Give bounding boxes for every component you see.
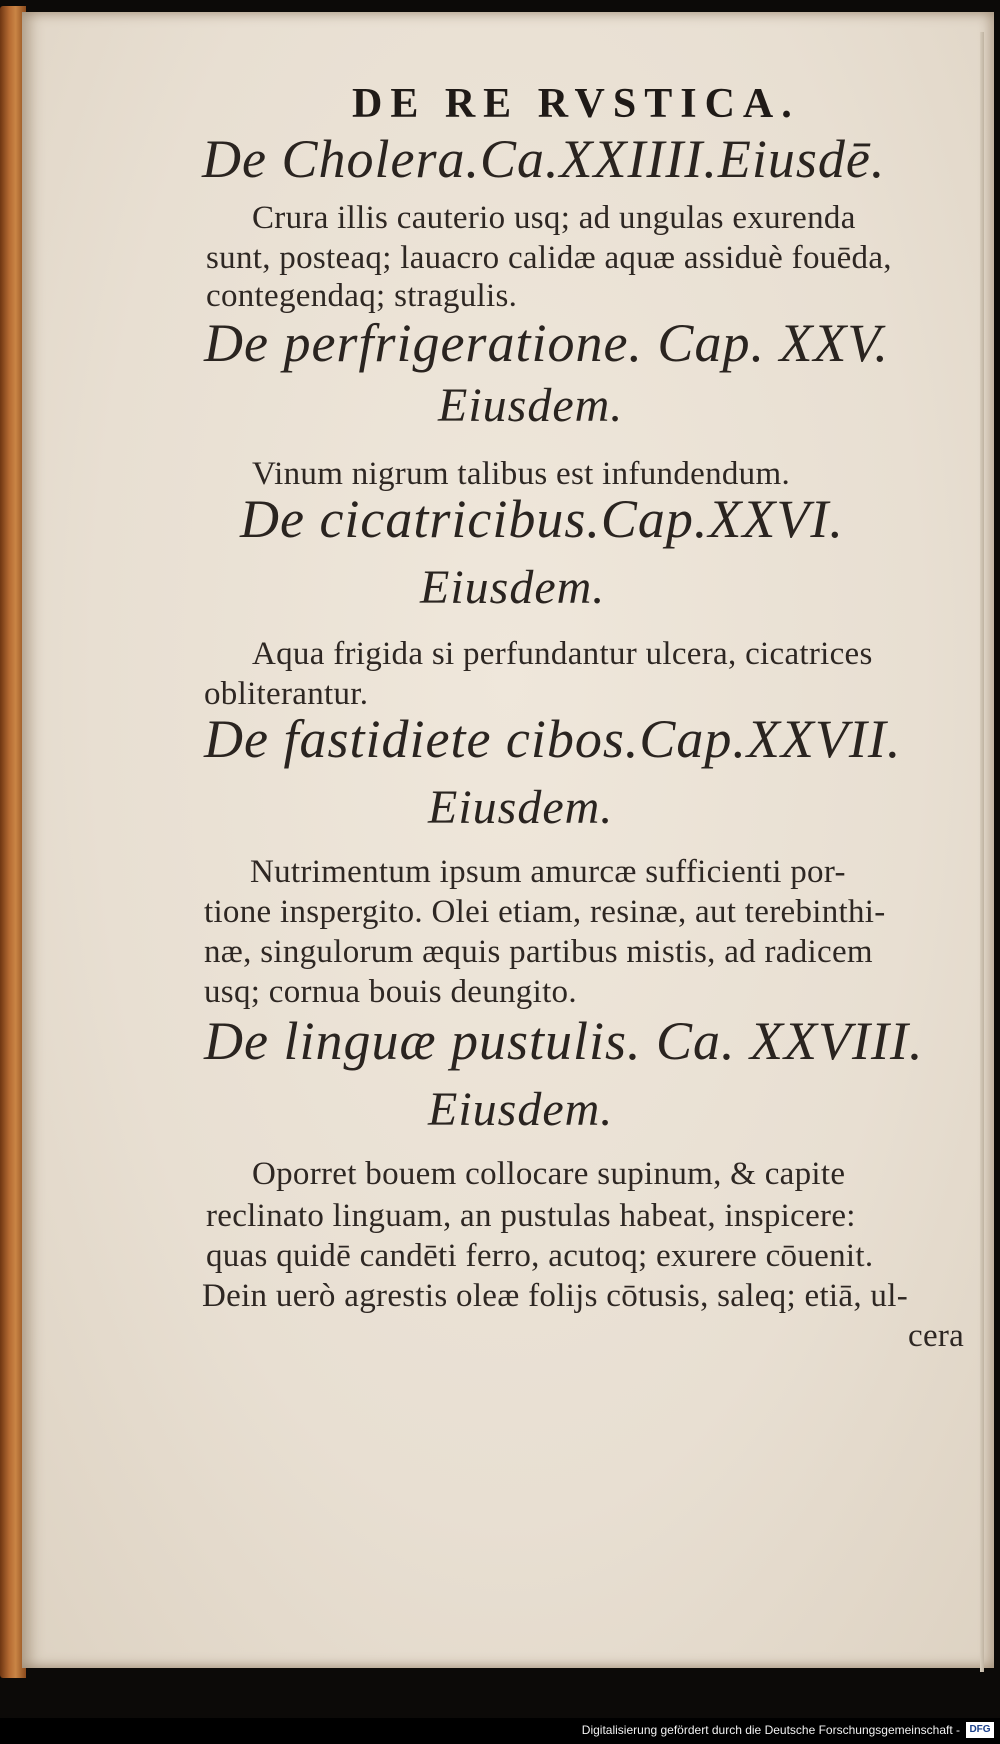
page-text [22, 12, 994, 1668]
body-line: Vinum nigrum talibus est infundendum. [252, 456, 790, 492]
chapter-heading-perfrigeratione: De perfrigeratione. Cap. XXV. [204, 313, 889, 373]
body-line: næ, singulorum æquis partibus mistis, ad radicem [204, 934, 873, 970]
chapter-subheading: Eiusdem. [438, 379, 624, 432]
catchword: cera [908, 1318, 965, 1354]
chapter-heading-fastidiente: De fastidiete cibos.Cap.XXVII. [204, 709, 902, 769]
chapter-subheading: Eiusdem. [428, 781, 614, 834]
body-line: obliterantur. [204, 676, 369, 712]
book-page [22, 12, 994, 1668]
body-line: usq; cornua bouis deungito. [204, 974, 577, 1010]
body-line: sunt, posteaq; lauacro calidæ aquæ assiduè fouēda, [206, 240, 892, 276]
body-line: Nutrimentum ipsum amurcæ sufficienti por- [250, 854, 846, 890]
chapter-heading-cicatricibus: De cicatricibus.Cap.XXVI. [240, 489, 844, 549]
body-line: Oporret bouem collocare supinum, & capite [252, 1156, 846, 1192]
chapter-heading-cholera: De Cholera.Ca.XXIIII.Eiusdē. [202, 129, 886, 189]
chapter-heading-linguae: De linguæ pustulis. Ca. XXVIII. [204, 1011, 924, 1071]
body-line: reclinato linguam, an pustulas habeat, inspicere: [206, 1198, 856, 1234]
chapter-subheading: Eiusdem. [420, 561, 606, 614]
dfg-logo: DFG [966, 1722, 994, 1738]
body-line: Aqua frigida si perfundantur ulcera, cicatrices [252, 636, 873, 672]
body-line: contegendaq; stragulis. [206, 278, 518, 314]
body-line: Dein uerò agrestis oleæ folijs cōtusis, saleq; etiā, ul- [202, 1278, 908, 1314]
footer-credit: Digitalisierung gefördert durch die Deutsche Forschungsgemeinschaft - [581, 1723, 960, 1737]
digitization-footer [0, 1718, 1000, 1744]
chapter-subheading: Eiusdem. [428, 1083, 614, 1136]
body-line: quas quidē candēti ferro, acutoq; exurere cōuenit. [206, 1238, 874, 1274]
body-line: tione inspergito. Olei etiam, resinæ, aut terebinthi- [204, 894, 886, 930]
body-line: Crura illis cauterio usq; ad ungulas exurenda [252, 200, 856, 236]
running-head: DE RE RVSTICA. [352, 81, 800, 127]
